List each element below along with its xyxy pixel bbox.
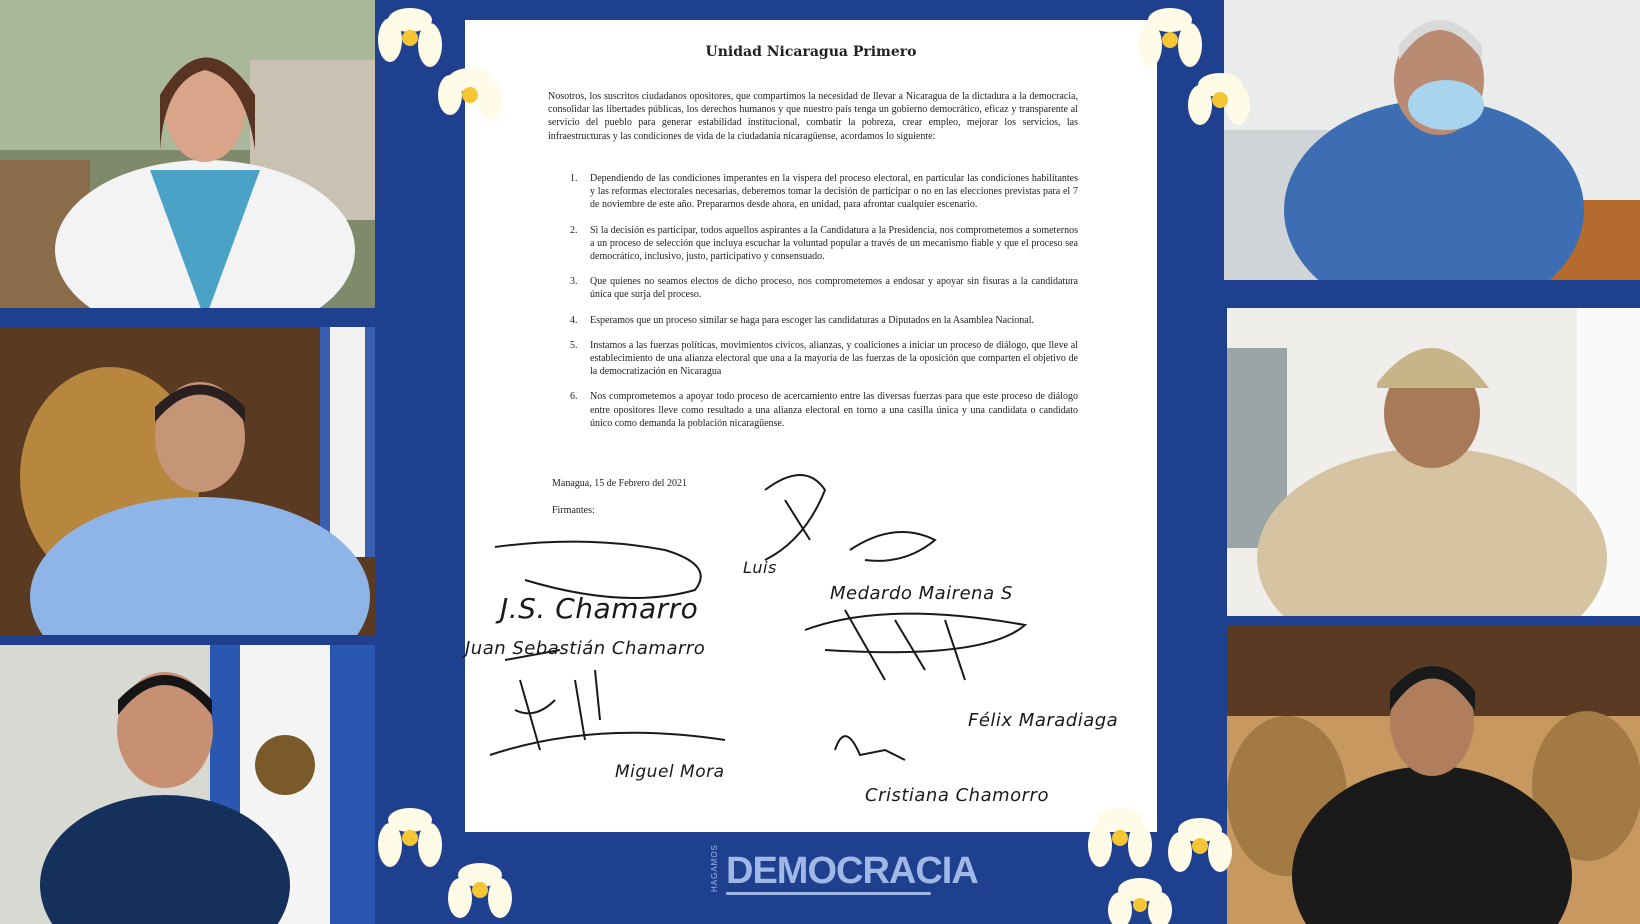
document-title: Unidad Nicaragua Primero [705,44,917,60]
logo-small-text: HAGAMOS [710,844,719,892]
item-number: 4. [570,314,578,326]
logo-underline [726,892,931,895]
photo-man-blue-shirt-left [0,327,375,635]
item-text: Dependiendo de las condiciones imperantes en la víspera del proceso electoral, en particular las condiciones habilitantes y las reformas electorales necesarias, deberemos tomar la decisión de participar o no en las elecciones previstas para el 7 de noviembre de este año. Prepararnos desde ahora, en unidad, para afrontar cualquier escenario. [590,173,1078,211]
signature-cristiana: Cristiana Chamorro [865,785,1049,806]
item-text: Que quienes no seamos electos de dicho proceso, nos comprometemos a endosar y apoyar sin fisuras a la candidatura única que surja del proceso. [590,276,1078,301]
photo-man-black-shirt-bottom-right [1227,626,1640,924]
item-number: 6. [570,391,578,403]
photo-man-cap-right [1227,308,1640,616]
logo-big-text: DEMOCRACIA [726,850,978,892]
signature-chamorro-initials: J.S. Chamarro [500,592,699,625]
item-number: 3. [570,276,578,288]
agreement-document [465,20,1157,832]
document-intro: Nosotros, los suscritos ciudadanos opositores, que compartimos la necesidad de llevar a Nicaragua de la dictadura a la democracia, consolidar las libertades públicas, los derechos humanos y que nuestro país tenga un gobierno democrático, eficaz y transparente al servicio del pueblo para generar estabilidad institucional, combatir la pobreza, crear empleo, mejorar los servicios, las infraestructuras y las condiciones de vida de la ciudadanía nicaragüense, acordamos lo siguiente: [548,91,1078,142]
frangipani-flowers-top-left [350,0,520,120]
item-text: Esperamos que un proceso similar se haga para escoger las candidaturas a Diputados en la Asamblea Nacional. [590,314,1035,326]
item-text: Si la decisión es participar, todos aquellos aspirantes a la Candidatura a la Presidencia, nos comprometemos a someternos a un proceso de selección que incluya escuchar la voluntad popular a través de un mecanismo fiable y que el proceso sea democrático, inclusivo, justo, participativo y consensuado. [590,224,1078,263]
signature-luis: Luis [743,558,777,577]
photo-woman-top-left [0,0,375,308]
frangipani-flowers-bottom-left [360,790,540,924]
item-text: Instamos a las fuerzas políticas, movimientos cívicos, alianzas, y coaliciones a iniciar un proceso de diálogo, que lleve al establecimiento de una alianza electoral que una a la mayoría de las fuerzas de la oposición que comparten el objetivo de la democratización en Nicaragua [590,339,1078,378]
signature-chamorro-name: Juan Sebastián Chamarro [465,638,706,659]
item-text: Nos comprometemos a apoyar todo proceso de acercamiento entre las diversas fuerzas para que este proceso de diálogo entre opositores lleve como resultado a una alianza electoral en torno a una casilla única y una candidata o candidato único como demanda la población nicaragüense. [590,391,1078,429]
item-number: 5. [570,339,578,351]
photo-man-mask-top-right [1224,0,1640,280]
signature-felix: Félix Maradiaga [968,710,1119,731]
frangipani-flowers-bottom-right [1060,790,1250,924]
item-number: 1. [570,173,578,184]
signature-medardo: Medardo Mairena S [830,583,1013,604]
frangipani-flowers-top-right [1120,0,1260,130]
place-date: Managua, 15 de Febrero del 2021 [552,478,687,489]
item-number: 2. [570,224,578,236]
photo-man-glasses-bottom-left [0,645,375,924]
signature-miguel: Miguel Mora [615,762,725,782]
signers-label: Firmantes: [552,505,595,516]
